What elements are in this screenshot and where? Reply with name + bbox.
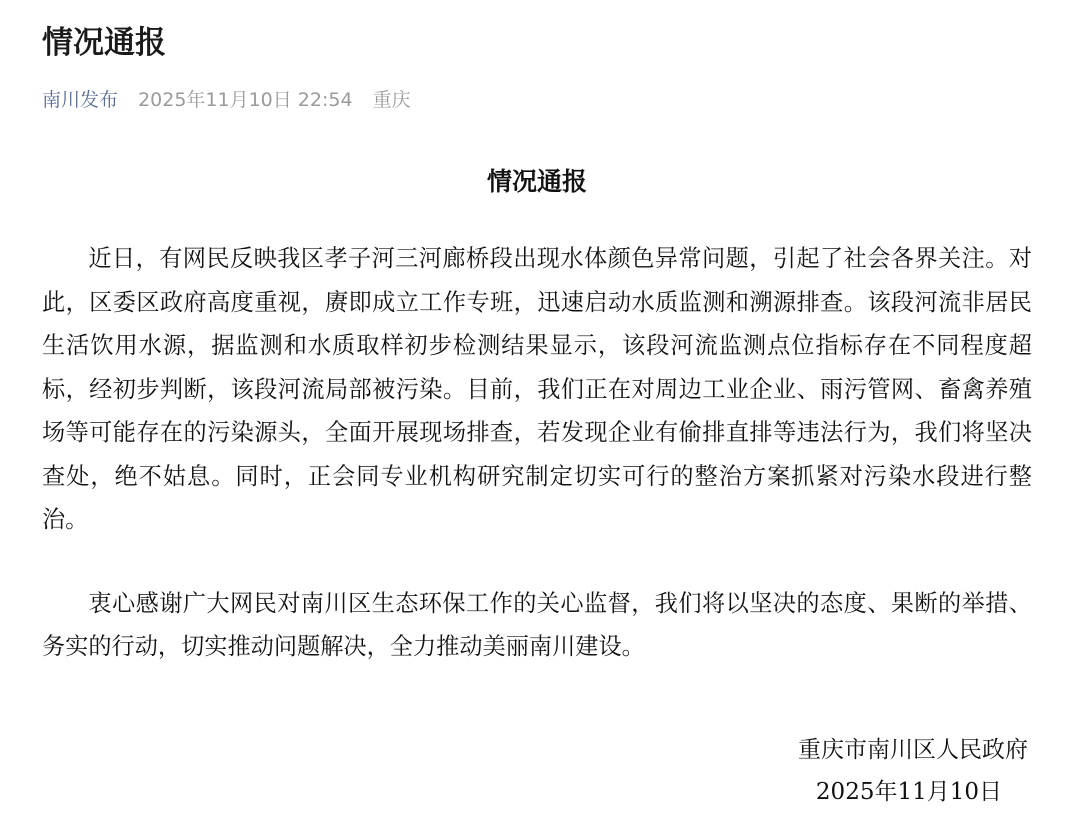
paragraph: 近日，有网民反映我区孝子河三河廊桥段出现水体颜色异常问题，引起了社会各界关注。对此，区委区政府高度重视，赓即成立工作专班，迅速启动水质监测和溯源排查。该段河流非居民生活饮用水源，据监测和水质取样初步检测结果显示，该段河流监测点位指标存在不同程度超标，经初步判断，该段河流局部被污染。目前，我们正在对周边工业企业、雨污管网、畜禽养殖场等可能存在的污染源头，全面开展现场排查，若发现企业有偷排直排等违法行为，我们将坚决查处，绝不姑息。同时，正会同专业机构研究制定切实可行的整治方案抓紧对污染水段进行整治。	[42, 245, 1032, 533]
publish-datetime: 2025年11月10日 22:54	[138, 89, 353, 111]
paragraph: 衷心感谢广大网民对南川区生态环保工作的关心监督，我们将以坚决的态度、果断的举措、务实的行动，切实推动问题解决，全力推动美丽南川建设。	[42, 589, 1032, 660]
article-meta	[42, 86, 411, 114]
publish-location: 重庆	[372, 89, 411, 111]
signature-date: 2025年11月10日	[815, 779, 1002, 805]
article-body	[42, 160, 1032, 669]
document-title: 情况通报	[486, 167, 587, 196]
account-name-link[interactable]: 南川发布	[42, 89, 119, 111]
signature-org: 重庆市南川区人民政府	[798, 737, 1028, 763]
page-title: 情况通报	[42, 25, 166, 61]
signature-block	[798, 729, 1028, 813]
